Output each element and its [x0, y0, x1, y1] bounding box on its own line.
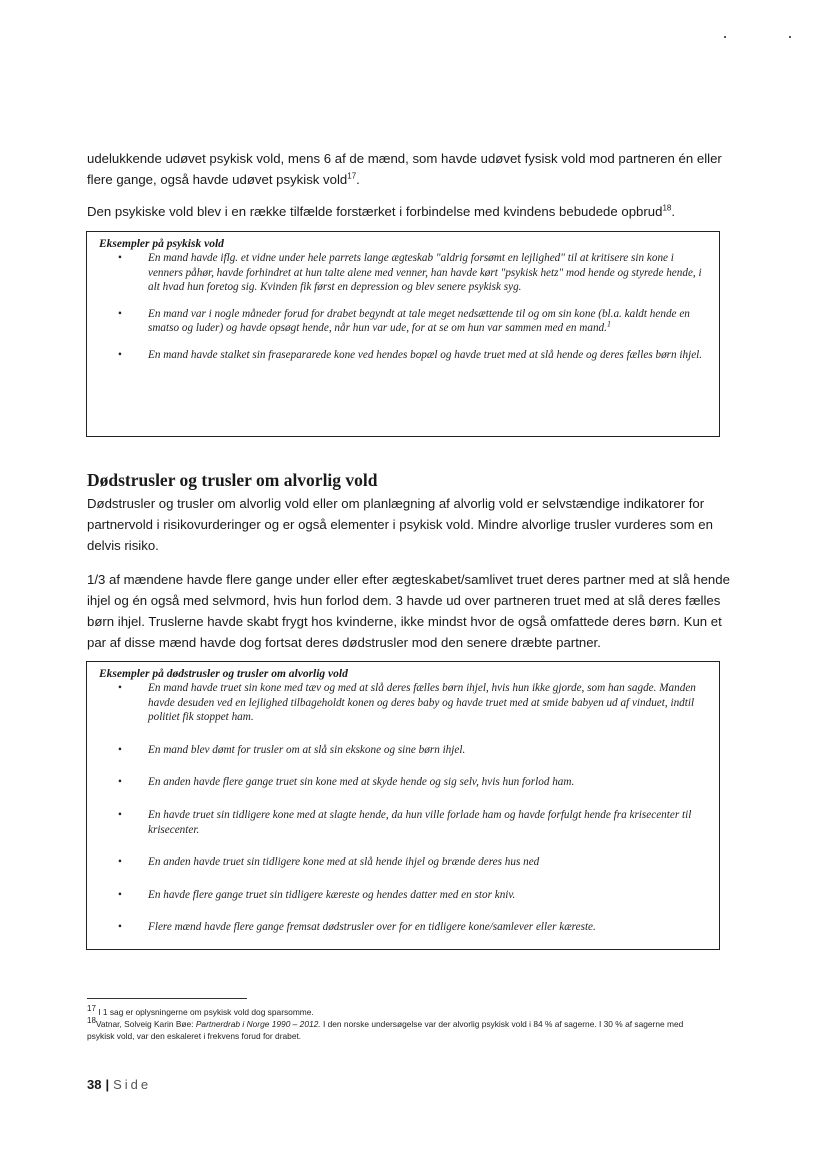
footnote-18 [87, 1018, 712, 1042]
bullet-icon: • [118, 743, 122, 756]
footnote-ref[interactable]: 18 [662, 203, 672, 213]
list-item [99, 348, 709, 363]
list-item [99, 888, 709, 903]
list-item [99, 775, 709, 790]
examples-box-death-threats [86, 661, 720, 950]
paragraph-end: . [356, 172, 360, 187]
list-item-text: En mand var i nogle måneder forud for drabet begyndt at tale meget nedsættende til og om sin kone (bl.a. kaldt hende en smatso og luder) og havde opsøgt hende, når hun var ude, for at se om hun var sammen med en mand. [148, 307, 690, 335]
list-item-text: En anden havde truet sin tidligere kone med at slå hende ihjel og brænde deres hus ned [148, 856, 540, 869]
endnote-ref[interactable]: 1 [606, 319, 611, 329]
paragraph-death-threats-intro: Dødstrusler og trusler om alvorlig vold eller om planlægning af alvorlig vold er selvstændige indikatorer for partnervold i risikovurderinger og er også elementer i psykisk vold. Mindre alvorlige trusler vurderes som en delvis risiko. [87, 496, 713, 553]
list-item [99, 855, 709, 870]
footnote-text: I den norske undersøgelse var der alvorlig psykisk vold i 84 % af sagerne. I 30 % af sagerne med psykisk vold, var den eskaleret i frekvens forud for drabet. [87, 1019, 684, 1041]
list-item [99, 920, 709, 935]
list-item [99, 251, 709, 295]
footnote-ref[interactable]: 17 [347, 171, 357, 181]
list-item [99, 743, 709, 758]
bullet-icon: • [118, 888, 122, 901]
paragraph-psychic-violence [87, 148, 727, 190]
bullet-icon: • [118, 307, 122, 320]
list-item-text: Flere mænd havde flere gange fremsat dødstrusler over for en tidligere kone/samlever eller kæreste. [148, 921, 596, 934]
footnote-author: Vatnar, Solveig Karin Bøe: [95, 1019, 196, 1029]
paragraph-death-threats-findings: 1/3 af mændene havde flere gange under eller efter ægteskabet/samlivet truet deres partner med at slå hende ihjel og én også med selvmord, hvis hun forlod dem. 3 havde ud over partneren truet med at slå deres fælles børn ihjel. Truslerne havde skabt frygt hos kvinderne, ikke mindst hvor de også omfattede deres børn. Kun et par af disse mænd havde dog fortsat deres dødstrusler mod den senere dræbte partner. [87, 572, 730, 650]
list-item [99, 808, 709, 837]
footer-separator: | [105, 1077, 110, 1092]
paragraph-end: . [671, 204, 676, 219]
list-item-text: En mand havde truet sin kone med tæv og med at slå deres fælles børn ihjel, hvis hun ikke gjorde, som han sagde. Manden havde desuden ved en lejlighed tilbageholdt konen og deres baby og havde truet med at smide babyen ud af vinduet, indtil politiet fik stoppet ham. [148, 682, 696, 724]
paragraph-breakup [87, 201, 727, 222]
examples-list [99, 251, 709, 363]
list-item-text: En havde flere gange truet sin tidligere kæreste og hendes datter med en stor kniv. [148, 888, 516, 901]
list-item [99, 681, 709, 725]
examples-box-psychic-violence [86, 231, 720, 437]
footnote-title: Partnerdrab i Norge 1990 – 2012. [195, 1019, 321, 1029]
footnote-divider [87, 998, 247, 999]
footnote-number: 18 [87, 1016, 96, 1026]
footnote-text: I 1 sag er oplysningerne om psykisk vold dog sparsomme. [98, 1007, 314, 1017]
footnote-number: 17 [87, 1004, 96, 1014]
page-footer [87, 1077, 151, 1092]
page-number: 38 [87, 1077, 102, 1092]
examples-list [99, 681, 709, 935]
list-item-text: En havde truet sin tidligere kone med at slagte hende, da hun ville forlade ham og havde forfulgt hende fra krisecenter til krisecenter. [148, 808, 692, 836]
paragraph-text: udelukkende udøvet psykisk vold, mens 6 af de mænd, som havde udøvet fysisk vold mod partneren én eller flere gange, også havde udøvet psykisk vold [87, 151, 722, 187]
bullet-icon: • [118, 252, 122, 264]
scan-artifact [789, 36, 791, 38]
box-title: Eksempler på dødstrusler og trusler om alvorlig vold [99, 668, 348, 680]
page-label: Side [113, 1077, 152, 1092]
paragraph-text: Den psykiske vold blev i en række tilfælde forstærket i forbindelse med kvindens bebudede opbrud [87, 204, 663, 219]
bullet-icon: • [118, 682, 122, 694]
bullet-icon: • [118, 348, 122, 361]
section-heading: Dødstrusler og trusler om alvorlig vold [87, 470, 378, 490]
box-title: Eksempler på psykisk vold [99, 238, 224, 250]
list-item-text: En mand havde stalket sin frasepararede kone ved hendes bopæl og havde truet med at slå hende og deres fælles børn ihjel. [148, 348, 703, 361]
bullet-icon: • [118, 776, 122, 789]
bullet-icon: • [118, 856, 122, 869]
bullet-icon: • [118, 921, 122, 934]
bullet-icon: • [118, 808, 122, 821]
scan-artifact [724, 36, 726, 38]
list-item-text: En mand blev dømt for trusler om at slå sin ekskone og sine børn ihjel. [148, 743, 466, 756]
list-item-text: En mand havde iflg. et vidne under hele parrets lange ægteskab "aldrig forsømt en lejlighed" til at kritisere sin kone i venners påhør, havde forhindret at hun talte alene med venner, han havde kørt "psykisk hetz" mod hende og styrede hende, i alt hvad hun foretog sig. Kvinden fik først en depression og blev senere psykisk syg. [148, 252, 702, 294]
list-item [99, 307, 709, 336]
list-item-text: En anden havde flere gange truet sin kone med at skyde hende og sig selv, hvis hun forlod ham. [148, 776, 575, 789]
footnote-17 [87, 1006, 727, 1018]
